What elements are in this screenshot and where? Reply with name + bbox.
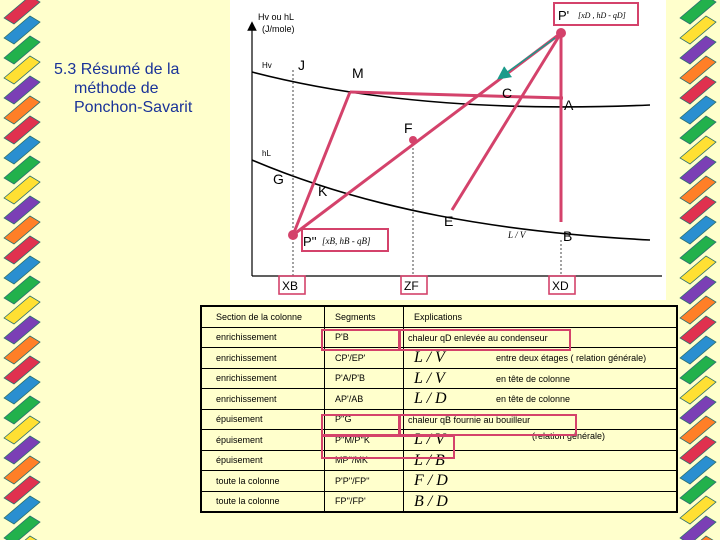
label-m: M bbox=[352, 65, 364, 81]
row-segment: AP'/AB bbox=[325, 389, 404, 410]
row-ratio: F / D bbox=[414, 472, 448, 490]
p-prime-label: P' bbox=[558, 8, 570, 23]
right-decorative-ribbon bbox=[676, 0, 720, 540]
header-explications: Explications bbox=[404, 306, 678, 327]
row-segment: MP''/MK bbox=[325, 450, 404, 471]
row-segment: P'A/P'B bbox=[325, 368, 404, 389]
zf-label: ZF bbox=[404, 279, 419, 293]
highlight-segment-p-double-g bbox=[321, 414, 400, 436]
hv-label: Hv bbox=[262, 61, 272, 70]
row-ratio: L / V bbox=[414, 369, 445, 387]
row-explication bbox=[404, 368, 678, 389]
title-line-2: méthode de bbox=[74, 80, 159, 97]
table-row bbox=[201, 389, 677, 410]
row-section: toute la colonne bbox=[201, 471, 325, 492]
row-section: épuisement bbox=[201, 409, 325, 430]
y-axis-label-2: (J/mole) bbox=[262, 24, 295, 34]
line-e-p-prime bbox=[452, 33, 561, 210]
p-prime-coords: [xD , hD - qD] bbox=[578, 11, 626, 20]
label-j: J bbox=[298, 57, 305, 73]
label-a: A bbox=[564, 97, 574, 113]
highlight-note-condenseur bbox=[399, 329, 571, 351]
hl-label: hL bbox=[262, 149, 271, 158]
left-decorative-ribbon bbox=[0, 0, 44, 540]
label-b: B bbox=[563, 228, 573, 244]
row-note: entre deux étages ( relation générale) bbox=[496, 353, 647, 364]
diagram-svg bbox=[230, 0, 666, 300]
p-double-label: P'' bbox=[303, 234, 317, 249]
row-section: enrichissement bbox=[201, 348, 325, 369]
row-section: épuisement bbox=[201, 450, 325, 471]
row-segment: P'P''/FP'' bbox=[325, 471, 404, 492]
point-p-prime bbox=[556, 28, 566, 38]
row-segment: P'B bbox=[325, 327, 404, 348]
y-axis-label-1: Hv ou hL bbox=[258, 12, 295, 22]
row-segment: P''M/P''K bbox=[325, 430, 404, 451]
table-header-row bbox=[201, 306, 677, 327]
row-explication bbox=[404, 491, 678, 512]
header-segments: Segments bbox=[325, 306, 404, 327]
label-c: C bbox=[502, 85, 513, 101]
row-ratio: B / D bbox=[414, 492, 448, 510]
title-line-1: 5.3 Résumé de la bbox=[54, 61, 180, 78]
table-row bbox=[201, 471, 677, 492]
label-k: K bbox=[318, 183, 328, 199]
row-ratio: L / B bbox=[414, 451, 445, 469]
p-double-coords: [xB, hB - qB] bbox=[322, 236, 371, 246]
ponchon-savarit-diagram bbox=[230, 0, 666, 300]
row-section: enrichissement bbox=[201, 327, 325, 348]
row-note: chaleur qD enlevée au condenseur bbox=[408, 332, 548, 343]
xd-label: XD bbox=[552, 279, 569, 293]
label-g: G bbox=[273, 171, 284, 187]
highlight-note-bouilleur bbox=[399, 414, 577, 436]
table-row bbox=[201, 491, 677, 512]
point-p-double bbox=[288, 230, 298, 240]
header-section: Section de la colonne bbox=[201, 306, 325, 327]
table-row bbox=[201, 368, 677, 389]
title-line-3: Ponchon-Savarit bbox=[74, 99, 193, 116]
label-e: E bbox=[444, 213, 454, 229]
lv-label: L / V bbox=[508, 230, 526, 240]
highlight-segment-p-prime-b bbox=[321, 329, 400, 351]
row-ratio: L / D bbox=[414, 390, 447, 408]
label-f: F bbox=[404, 120, 413, 136]
row-segment: CP'/EP' bbox=[325, 348, 404, 369]
row-explication bbox=[404, 471, 678, 492]
row-note: en tête de colonne bbox=[496, 394, 571, 405]
xb-label: XB bbox=[282, 279, 299, 293]
highlight-segment-p-double-m-k bbox=[321, 435, 455, 459]
row-explication bbox=[404, 389, 678, 410]
row-section: épuisement bbox=[201, 430, 325, 451]
row-section: toute la colonne bbox=[201, 491, 325, 512]
row-ratio: L / V bbox=[414, 349, 445, 367]
row-note: en tête de colonne bbox=[496, 373, 571, 384]
row-section: enrichissement bbox=[201, 368, 325, 389]
row-segment: FP''/FP' bbox=[325, 491, 404, 512]
slide-title bbox=[54, 60, 224, 117]
vapor-enthalpy-curve bbox=[252, 72, 650, 107]
row-note: chaleur qB fournie au bouilleur bbox=[408, 414, 531, 425]
point-f bbox=[409, 136, 417, 144]
row-ratio: L / V bbox=[414, 431, 445, 449]
row-segment: P''G bbox=[325, 409, 404, 430]
row-note: (relation générale) bbox=[532, 431, 606, 442]
row-section: enrichissement bbox=[201, 389, 325, 410]
